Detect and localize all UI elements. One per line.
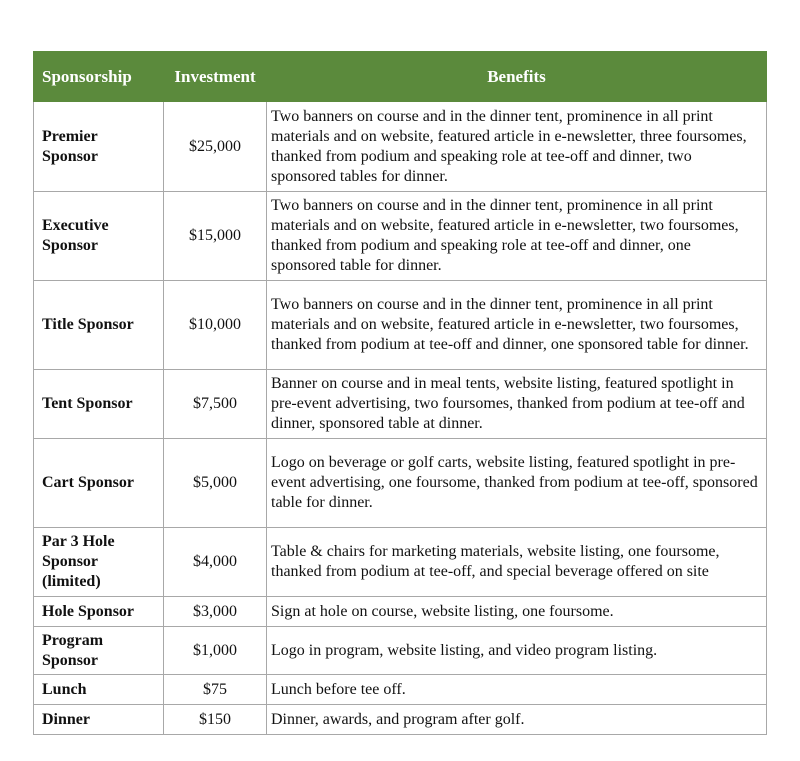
investment-amount: $25,000 <box>164 102 267 192</box>
header-benefits: Benefits <box>267 52 767 102</box>
sponsorship-name: Executive Sponsor <box>34 192 164 281</box>
table-row-tent-sponsor <box>34 370 767 439</box>
investment-amount: $3,000 <box>164 597 267 627</box>
table-row-hole-sponsor <box>34 597 767 627</box>
table-body <box>34 102 767 735</box>
sponsorship-name: Par 3 Hole Sponsor (limited) <box>34 528 164 597</box>
benefits-text: Table & chairs for marketing materials, website listing, one foursome, thanked from podium at tee-off, and special beverage offered on site <box>267 528 767 597</box>
sponsorship-name: Program Sponsor <box>34 627 164 675</box>
table-header <box>34 52 767 102</box>
sponsorship-name: Lunch <box>34 675 164 705</box>
sponsorship-name: Tent Sponsor <box>34 370 164 439</box>
table-row-cart-sponsor <box>34 439 767 528</box>
investment-amount: $4,000 <box>164 528 267 597</box>
benefits-text: Logo in program, website listing, and video program listing. <box>267 627 767 675</box>
sponsorship-table <box>33 51 767 735</box>
investment-amount: $75 <box>164 675 267 705</box>
investment-amount: $7,500 <box>164 370 267 439</box>
sponsorship-table-container <box>33 51 766 735</box>
sponsorship-name: Title Sponsor <box>34 281 164 370</box>
benefits-text: Dinner, awards, and program after golf. <box>267 705 767 735</box>
benefits-text: Banner on course and in meal tents, website listing, featured spotlight in pre-event advertising, two foursomes, thanked from podium at tee-off and dinner, sponsored table at dinner. <box>267 370 767 439</box>
investment-amount: $15,000 <box>164 192 267 281</box>
investment-amount: $10,000 <box>164 281 267 370</box>
sponsorship-name: Hole Sponsor <box>34 597 164 627</box>
benefits-text: Two banners on course and in the dinner tent, prominence in all print materials and on website, featured article in e-newsletter, two foursomes, thanked from podium at tee-off and dinner, one sponsored table for dinner. <box>267 281 767 370</box>
benefits-text: Lunch before tee off. <box>267 675 767 705</box>
sponsorship-name: Cart Sponsor <box>34 439 164 528</box>
table-row-dinner <box>34 705 767 735</box>
benefits-text: Two banners on course and in the dinner tent, prominence in all print materials and on website, featured article in e-newsletter, three foursomes, thanked from podium and speaking role at tee-off and dinner, two sponsored tables for dinner. <box>267 102 767 192</box>
investment-amount: $150 <box>164 705 267 735</box>
sponsorship-name: Premier Sponsor <box>34 102 164 192</box>
sponsorship-name: Dinner <box>34 705 164 735</box>
header-investment: Investment <box>164 52 267 102</box>
table-row-executive-sponsor <box>34 192 767 281</box>
header-row <box>34 52 767 102</box>
table-row-par-3-hole-sponsor <box>34 528 767 597</box>
benefits-text: Sign at hole on course, website listing, one foursome. <box>267 597 767 627</box>
table-row-premier-sponsor <box>34 102 767 192</box>
benefits-text: Logo on beverage or golf carts, website listing, featured spotlight in pre-event advertising, one foursome, thanked from podium at tee-off, sponsored table for dinner. <box>267 439 767 528</box>
benefits-text: Two banners on course and in the dinner tent, prominence in all print materials and on website, featured article in e-newsletter, two foursomes, thanked from podium and speaking role at tee-off and dinner, one sponsored table for dinner. <box>267 192 767 281</box>
header-sponsorship: Sponsorship <box>34 52 164 102</box>
investment-amount: $1,000 <box>164 627 267 675</box>
table-row-lunch <box>34 675 767 705</box>
table-row-program-sponsor <box>34 627 767 675</box>
table-row-title-sponsor <box>34 281 767 370</box>
investment-amount: $5,000 <box>164 439 267 528</box>
